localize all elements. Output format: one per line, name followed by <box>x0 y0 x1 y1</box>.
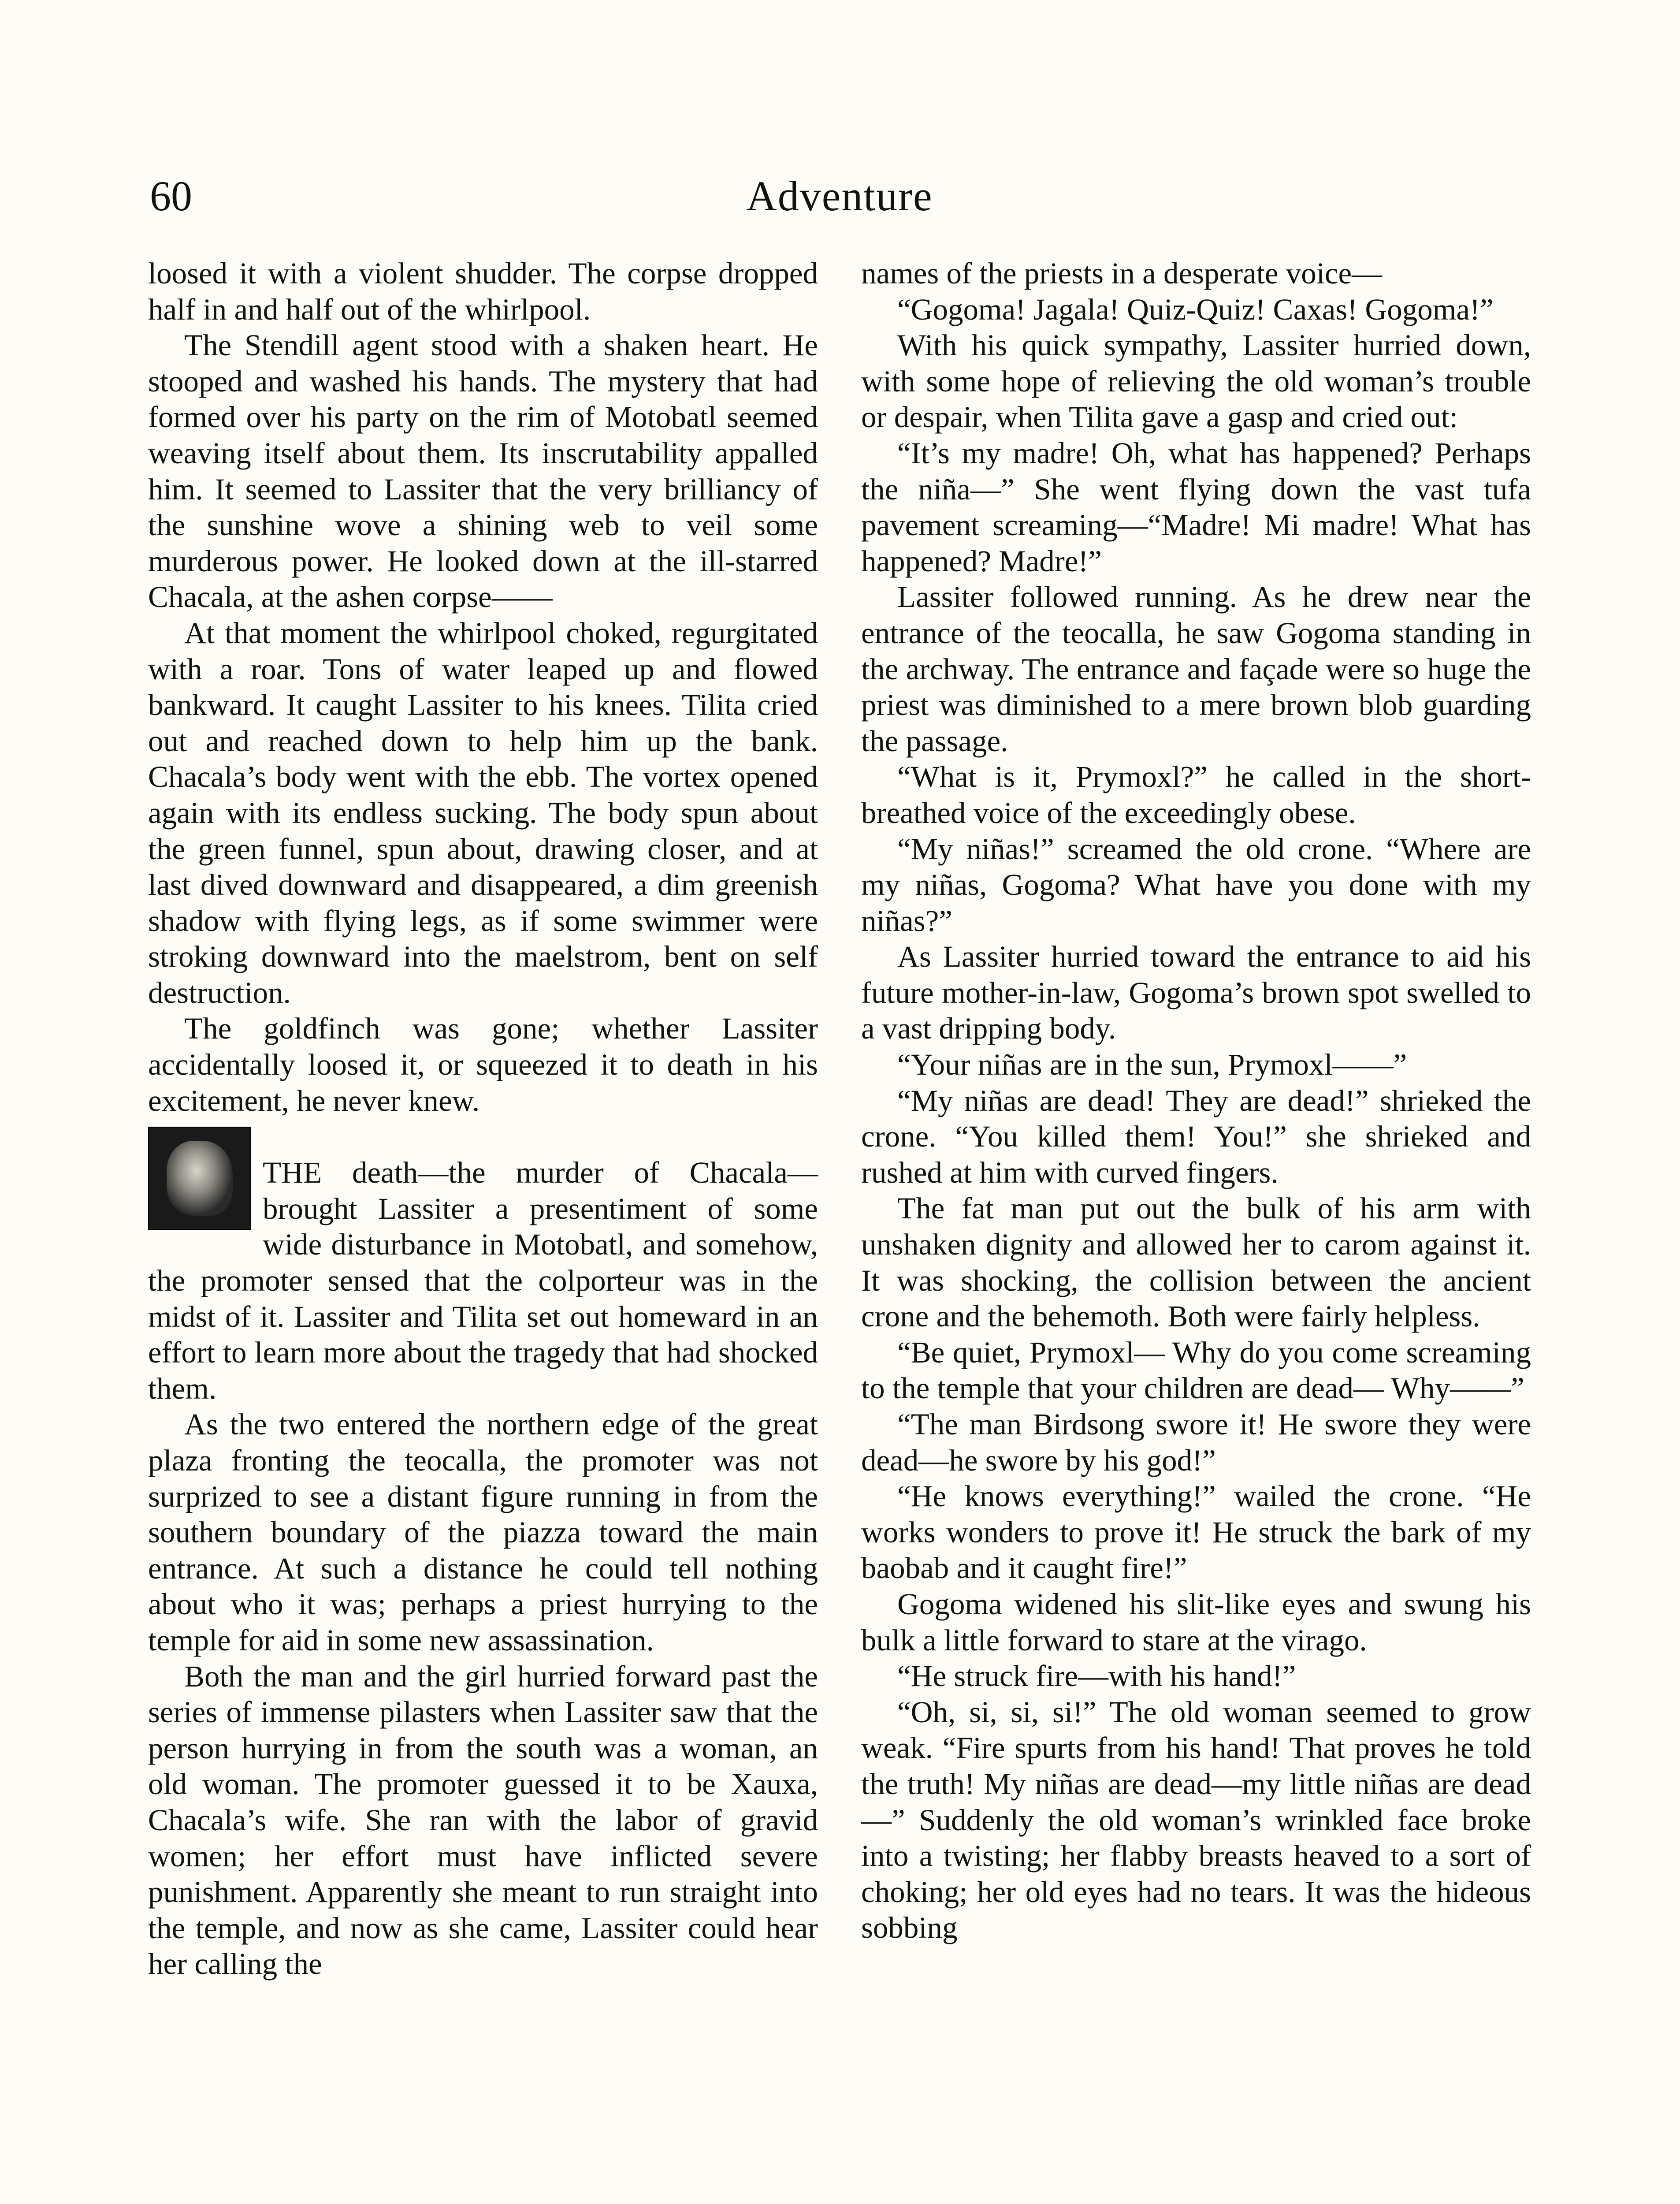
paragraph: As the two entered the northern edge of the great plaza fronting the teocalla, the promoter was not surprized to see a distant figure running in from the southern boundary of the piazza toward the main entrance. At such a distance he could tell nothing about who it was; perhaps a priest hurrying to the temple for aid in some new assassination. <box>148 1407 818 1657</box>
paragraph: The goldfinch was gone; whether Lassiter accidentally loosed it, or squeezed it to death in his excitement, he never knew. <box>148 1012 818 1117</box>
paragraph: “My niñas are dead! They are dead!” shrieked the crone. “You killed them! You!” she shrieked and rushed at him with curved fingers. <box>861 1083 1531 1189</box>
paragraph: As Lassiter hurried toward the entrance to aid his future mother-in-law, Gogoma’s brown spot swelled to a vast dripping body. <box>861 940 1531 1046</box>
left-column <box>148 256 818 1982</box>
paragraph: loosed it with a violent shudder. The corpse dropped half in and half out of the whirlpool. <box>148 257 818 326</box>
page-header <box>150 163 1529 229</box>
paragraph: “He knows everything!” wailed the crone. “He works wonders to prove it! He struck the bark of my baobab and it caught fire!” <box>861 1479 1531 1585</box>
paragraph: “What is it, Prymoxl?” he called in the short-breathed voice of the exceedingly obese. <box>861 760 1531 830</box>
paragraph: At that moment the whirlpool choked, regurgitated with a roar. Tons of water leaped up and flowed bankward. It caught Lassiter to his knees. Tilita cried out and reached down to help him up the bank. Chacala’s body went with the ebb. The vortex opened again with its endless sucking. The body spun about the green funnel, spun about, drawing closer, and at last dived downward and disappeared, a dim greenish shadow with flying legs, as if some swimmer were stroking downward into the maelstrom, bent on self destruction. <box>148 616 818 1009</box>
paragraph: “It’s my madre! Oh, what has happened? Perhaps the niña—” She went flying down the vast tufa pavement screaming—“Madre! Mi madre! What has happened? Madre!” <box>861 436 1531 578</box>
paragraph: Gogoma widened his slit-like eyes and swung his bulk a little forward to stare at the virago. <box>861 1587 1531 1657</box>
paragraph: “Gogoma! Jagala! Quiz-Quiz! Caxas! Gogoma!” <box>897 292 1494 326</box>
paragraph: Lassiter followed running. As he drew near the entrance of the teocalla, he saw Gogoma standing in the archway. The entrance and façade were so huge the priest was diminished to a mere brown blob guarding the passage. <box>861 580 1531 758</box>
paragraph: “The man Birdsong swore it! He swore they were dead—he swore by his god!” <box>861 1407 1531 1477</box>
paragraph: The fat man put out the bulk of his arm with unshaken dignity and allowed her to carom against it. It was shocking, the collision between the ancient crone and the behemoth. Both were fairly helpless. <box>861 1191 1531 1333</box>
paragraph: “Your niñas are in the sun, Prymoxl——” <box>897 1048 1407 1082</box>
right-column <box>861 256 1531 1946</box>
running-head: Adventure <box>746 172 933 220</box>
paragraph: Both the man and the girl hurried forward past the series of immense pilasters when Lassiter saw that the person hurrying in from the south was a woman, an old woman. The promoter guessed it to be Xauxa, Chacala’s wife. She ran with the labor of gravid women; her effort must have inflicted severe punishment. Apparently she meant to run straight into the temple, and now as she came, Lassiter could hear her calling the <box>148 1659 818 1981</box>
paragraph: “Oh, si, si, si!” The old woman seemed to grow weak. “Fire spurts from his hand! That proves he told the truth! My niñas are dead—my little niñas are dead—” Suddenly the old woman’s wrinkled face broke into a twisting; her flabby breasts heaved to a sort of choking; her old eyes had no tears. It was the hideous sobbing <box>861 1695 1531 1945</box>
page-number: 60 <box>150 172 192 220</box>
paragraph: “My niñas!” screamed the old crone. “Where are my niñas, Gogoma? What have you done with my niñas?” <box>861 832 1531 938</box>
paragraph: With his quick sympathy, Lassiter hurried down, with some hope of relieving the old woman’s trouble or despair, when Tilita gave a gasp and cried out: <box>861 328 1531 434</box>
paragraph: names of the priests in a desperate voice— <box>861 257 1383 290</box>
section-opening-paragraph: THE death—the murder of Chacala—brought Lassiter a presentiment of some wide disturbance in Motobatl, and somehow, the promoter sensed that the colporteur was in the midst of it. Lassiter and Tilita set out homeward in an effort to learn more about the tragedy that had shocked them. <box>148 1156 818 1405</box>
paragraph: The Stendill agent stood with a shaken heart. He stooped and washed his hands. The mystery that had formed over his party on the rim of Motobatl seemed weaving itself about them. Its inscrutability appalled him. It seemed to Lassiter that the very brilliancy of the sunshine wove a shining web to veil some murderous power. He looked down at the ill-starred Chacala, at the ashen corpse—— <box>148 328 818 614</box>
paragraph: “Be quiet, Prymoxl— Why do you come screaming to the temple that your children are dead— Why——” <box>861 1335 1531 1405</box>
dropcap-illustration-icon <box>148 1127 251 1230</box>
paragraph: “He struck fire—with his hand!” <box>897 1659 1296 1693</box>
